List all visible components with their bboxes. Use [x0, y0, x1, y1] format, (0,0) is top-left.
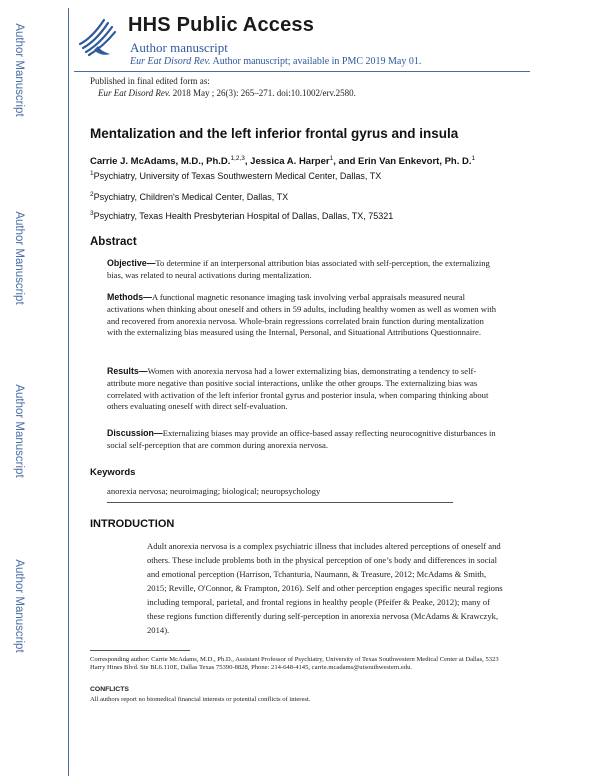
corresponding-author-footnote: Corresponding author: Carrie McAdams, M.D., Ph.D., Assistant Professor of Psychiatry, University of Texas Southwestern Medical Center at Dallas, 5323 Harry Hines Blvd. Ste BL6.110E, Dallas Texas 75390-8828, Phone: 214-648-4145, carrie.mcadams@utsouthwestern.edu. [90, 656, 499, 672]
published-final-label: Published in final edited form as: [90, 76, 210, 86]
affiliation-text: Psychiatry, Children's Medical Center, Dallas, TX [93, 192, 289, 202]
availability-text: Author manuscript; available in PMC 2019 May 01. [212, 56, 422, 67]
affiliation-sup: 3 [90, 210, 94, 217]
author-affiliation-sup: 1,2,3 [230, 155, 245, 162]
hhs-eagle-logo-icon [74, 14, 120, 58]
affiliation [90, 170, 381, 181]
abstract-section-text: To determine if an interpersonal attribution bias associated with self-perception, the externalizing bias, was related to neural activations during mentalization. [107, 258, 490, 280]
side-label-author-manuscript: Author Manuscript [13, 23, 25, 117]
abstract-methods [107, 292, 501, 339]
side-rule [68, 8, 69, 776]
introduction-heading: INTRODUCTION [90, 518, 175, 530]
author-name: , and Erin Van Enkevort, Ph. D. [333, 156, 472, 168]
affiliation [90, 210, 393, 221]
citation-details: 2018 May ; 26(3): 265–271. doi:10.1002/erv.2580. [172, 88, 356, 98]
abstract-section-text: Women with anorexia nervosa had a lower externalizing bias, demonstrating a tendency to self-attribute more negative than positive social interactions, unlike the other groups. The externalizing bias was correlated with activation of the left inferior frontal gyrus and posterior insula, when comparing thinking about others evaluating oneself with direct self-evaluation. [107, 366, 489, 412]
author-name: Carrie J. McAdams, M.D., Ph.D. [90, 156, 231, 168]
abstract-section-label: Discussion— [107, 428, 163, 438]
keywords-heading: Keywords [90, 467, 136, 478]
conflicts-heading: CONFLICTS [90, 686, 129, 693]
author-list [90, 155, 475, 167]
abstract-section-text: Externalizing biases may provide an office-based assay reflecting neurocognitive disturbances in social self-perception that are common during anorexia nervosa. [107, 428, 496, 450]
keywords-text: anorexia nervosa; neuroimaging; biological; neuropsychology [107, 486, 321, 496]
affiliation-text: Psychiatry, University of Texas Southwestern Medical Center, Dallas, TX [93, 171, 382, 181]
affiliation-sup: 1 [90, 170, 94, 177]
footnote-rule [90, 650, 190, 651]
citation-journal: Eur Eat Disord Rev. [98, 88, 171, 98]
keywords-rule [107, 502, 453, 503]
affiliation [90, 191, 288, 202]
author-affiliation-sup: 1 [471, 155, 476, 162]
abstract-section-label: Results— [107, 366, 148, 376]
abstract-section-label: Methods— [107, 292, 152, 302]
hhs-public-access-title: HHS Public Access [128, 14, 315, 36]
introduction-paragraph: Adult anorexia nervosa is a complex psychiatric illness that includes altered perceptions of oneself and others. These include problems both in the physical perception of one’s body and differences in social and emotional perception (Harrison, Tchanturia, Naumann, & Treasure, 2012; McAdams & Smith, 2015; Reville, O'Connor, & Frampton, 2016). Self and other perception engages specific neural regions including temporal, parietal, and frontal regions in healthy people (Pfeifer & Peake, 2012); many of these regions function differently during self-perception in anorexia nervosa (McAdams & Krawczyk, 2014). [147, 541, 503, 635]
abstract-results [107, 366, 501, 413]
affiliation-sup: 2 [90, 191, 94, 198]
abstract-heading: Abstract [90, 236, 137, 248]
paper-title: Mentalization and the left inferior frontal gyrus and insula [90, 126, 459, 141]
publication-citation [98, 88, 356, 98]
author-affiliation-sup: 1 [329, 155, 334, 162]
journal-abbrev: Eur Eat Disord Rev. [130, 56, 211, 67]
side-label-author-manuscript: Author Manuscript [13, 384, 25, 478]
header-rule [74, 71, 530, 72]
abstract-section-text: A functional magnetic resonance imaging task involving verbal appraisals measured neural activations when thinking about oneself and others in 59 adults, including healthy women as well as women with and recovered from anorexia nervosa. Whole-brain regressions correlated brain function during mentalization with the externalizing bias measured using the Internal, Personal, and Situational Attributions Questionnaire. [107, 292, 497, 338]
author-name: , Jessica A. Harper [244, 156, 330, 168]
abstract-discussion [107, 428, 501, 452]
abstract-objective [107, 258, 501, 282]
side-label-author-manuscript: Author Manuscript [13, 559, 25, 653]
author-manuscript-subtitle: Author manuscript [130, 40, 228, 55]
journal-availability-line [130, 56, 421, 67]
conflicts-text: All authors report no biomedical financial interests or potential conflicts of interest. [90, 696, 311, 703]
affiliation-text: Psychiatry, Texas Health Presbyterian Hospital of Dallas, Dallas, TX, 75321 [93, 211, 394, 221]
side-label-author-manuscript: Author Manuscript [13, 211, 25, 305]
abstract-section-label: Objective— [107, 258, 156, 268]
